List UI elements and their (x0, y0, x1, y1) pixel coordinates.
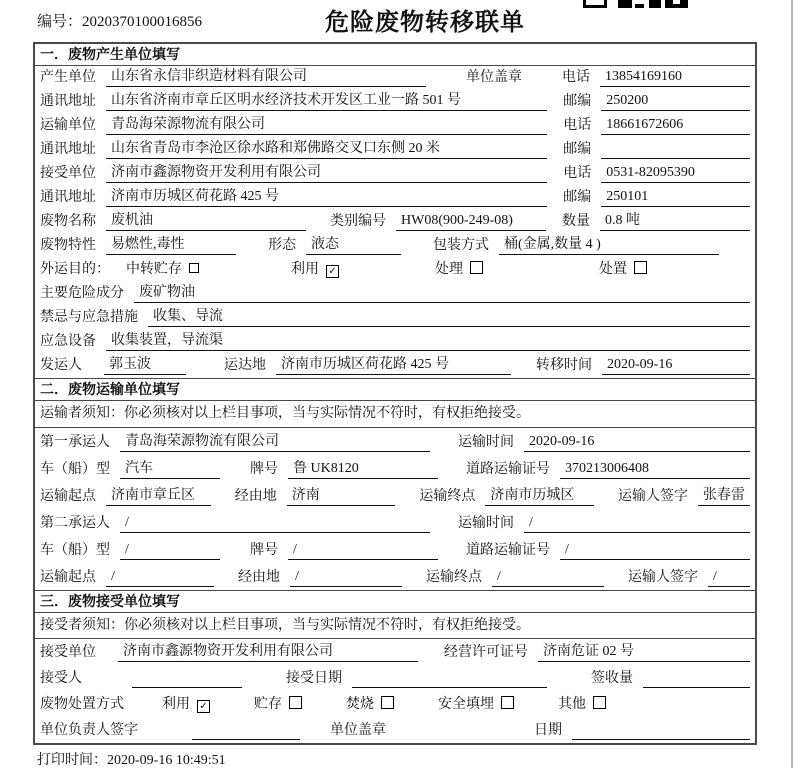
field-row (35, 282, 755, 306)
field-row (35, 482, 755, 509)
field-row (35, 665, 755, 691)
field-label: 包装方式 (433, 238, 489, 253)
checkbox-checked-icon: ✓ (197, 700, 210, 713)
field-label: 日期 (534, 723, 562, 738)
field-row (35, 90, 755, 114)
field-label: 运输终点 (419, 489, 476, 504)
checkbox-icon (470, 261, 483, 274)
field-value (572, 722, 750, 740)
field-label: 废物名称 (40, 214, 96, 229)
checkbox-option (558, 696, 606, 714)
field-label: 邮编 (563, 94, 592, 109)
checkbox-label: 利用 (162, 697, 190, 712)
form-section (35, 44, 755, 378)
field-value: / (290, 568, 402, 587)
field-row (35, 186, 755, 210)
field-value: 370213006408 (560, 460, 750, 479)
print-time-label: 打印时间： (37, 753, 107, 768)
field-row (35, 354, 755, 378)
field-row (35, 717, 755, 743)
checkbox-label: 其他 (558, 697, 586, 712)
field-value: HW08(900-249-08) (396, 212, 546, 231)
field-row (35, 330, 755, 354)
print-time-value: 2020-09-16 10:49:51 (107, 753, 226, 768)
field-label: 运输人签字 (628, 570, 698, 585)
field-row (35, 509, 755, 536)
field-row (35, 114, 755, 138)
checkbox-option (162, 696, 210, 714)
field-value: / (708, 568, 750, 587)
field-label: 运输起点 (40, 489, 96, 504)
form-section (35, 378, 755, 590)
field-value: 0.8 吨 (600, 212, 750, 231)
field-value: 济南市历城区荷花路 425 号 (276, 356, 511, 375)
field-value: 液态 (306, 236, 401, 255)
section-title: 三．废物接受单位填写 (35, 590, 755, 613)
checkbox-option (346, 696, 394, 714)
field-value: 济南 (287, 487, 396, 506)
field-label: 第二承运人 (40, 516, 110, 531)
field-label: 邮编 (563, 142, 592, 157)
field-value (601, 141, 750, 159)
field-label: 经由地 (234, 489, 277, 504)
field-value: 济南市鑫源物资开发利用有限公司 (118, 643, 418, 662)
checkbox-option (438, 696, 514, 714)
field-row (35, 691, 755, 717)
field-label: 接受单位 (40, 166, 96, 181)
print-time (37, 749, 226, 769)
field-row (35, 234, 755, 258)
field-label: 经营许可证号 (444, 645, 528, 660)
checkbox-icon (381, 696, 394, 709)
field-label: 废物处置方式 (40, 697, 124, 712)
qr-code-partial-icon (583, 0, 693, 10)
field-row (35, 306, 755, 330)
field-value: 济南危证 02 号 (538, 643, 750, 662)
field-value: / (120, 541, 220, 560)
note-text: 运输者须知：你必须核对以上栏目事项，当与实际情况不符时，有权拒绝接受。 (40, 406, 530, 421)
field-value: 济南市历城区 (485, 487, 594, 506)
field-value: 收集、导流 (148, 308, 750, 327)
checkbox-icon (189, 263, 199, 273)
note-row (35, 401, 755, 428)
field-row (35, 536, 755, 563)
field-value (352, 670, 547, 688)
field-row (35, 428, 755, 455)
field-value (643, 670, 750, 688)
field-value: 山东省永信非织造材料有限公司 (106, 68, 426, 87)
field-label: 主要危险成分 (40, 286, 124, 301)
field-label: 数量 (562, 214, 590, 229)
field-row (35, 66, 755, 90)
field-label: 牌号 (250, 462, 278, 477)
field-label: 发运人 (40, 358, 82, 373)
field-label: 运输起点 (40, 570, 96, 585)
field-value: / (288, 541, 438, 560)
field-value: / (524, 514, 750, 533)
field-label: 牌号 (250, 543, 278, 558)
field-value: 鲁 UK8120 (288, 460, 438, 479)
field-value: 废机油 (106, 212, 306, 231)
field-label: 运达地 (224, 358, 266, 373)
field-value: 郭玉波 (104, 356, 186, 375)
checkbox-option (435, 261, 483, 279)
field-value: 易燃性,毒性 (106, 236, 236, 255)
field-label: 签收量 (591, 671, 633, 686)
field-value (192, 722, 300, 740)
field-value: / (560, 541, 750, 560)
field-label: 车（船）型 (40, 462, 110, 477)
field-label: 单位盖章 (330, 723, 386, 738)
field-row (35, 138, 755, 162)
field-label: 外运目的： (40, 262, 110, 277)
checkbox-option (291, 261, 339, 279)
field-label: 单位负责人签字 (40, 723, 138, 738)
field-value: 0531-82095390 (601, 164, 750, 183)
field-value: 青岛海荣源物流有限公司 (120, 433, 430, 452)
field-value: 250101 (601, 188, 750, 207)
field-label: 废物特性 (40, 238, 96, 253)
field-row (35, 210, 755, 234)
field-row (35, 563, 755, 590)
field-label: 单位盖章 (466, 70, 522, 85)
checkbox-option (254, 696, 302, 714)
field-label: 形态 (268, 238, 296, 253)
field-value: 250200 (601, 92, 750, 111)
field-row (35, 455, 755, 482)
field-label: 道路运输证号 (466, 543, 550, 558)
field-value: 18661672606 (601, 116, 750, 135)
checkbox-icon (289, 696, 302, 709)
field-row (35, 162, 755, 186)
field-value: / (106, 568, 214, 587)
page-title: 危险废物转移联单 (325, 9, 525, 36)
field-row (35, 639, 755, 665)
field-value: 汽车 (120, 460, 220, 479)
checkbox-icon (593, 696, 606, 709)
field-label: 经由地 (238, 570, 280, 585)
field-value: 废矿物油 (134, 284, 750, 303)
field-value: 张春雷 (698, 487, 750, 506)
checkbox-label: 焚烧 (346, 697, 374, 712)
form-number-label: 编号： (37, 14, 83, 30)
field-label: 接受人 (40, 671, 82, 686)
checkbox-label: 贮存 (254, 697, 282, 712)
field-label: 运输终点 (426, 570, 482, 585)
field-label: 通讯地址 (40, 190, 96, 205)
field-label: 接受单位 (40, 645, 96, 660)
note-text: 接受者须知：你必须核对以上栏目事项，当与实际情况不符时，有权拒绝接受。 (40, 617, 530, 633)
form-number (37, 10, 202, 31)
checkbox-icon (634, 261, 647, 274)
field-label: 道路运输证号 (466, 462, 550, 477)
field-value: 2020-09-16 (602, 356, 750, 375)
field-value: 桶(金属,数量 4 ) (499, 236, 719, 255)
field-label: 电话 (562, 70, 590, 85)
field-value (132, 670, 242, 688)
field-value: 13854169160 (600, 68, 750, 87)
field-label: 运输时间 (458, 435, 514, 450)
field-label: 转移时间 (536, 358, 592, 373)
field-label: 产生单位 (40, 70, 96, 85)
section-title: 二．废物运输单位填写 (35, 378, 755, 401)
form-section (35, 590, 755, 743)
field-label: 类别编号 (330, 214, 386, 229)
checkbox-label: 中转贮存 (126, 262, 182, 277)
checkbox-label: 安全填埋 (438, 697, 494, 712)
field-value: 济南市章丘区 (106, 487, 211, 506)
field-label: 运输时间 (458, 516, 514, 531)
form-number-value: 2020370100016856 (82, 14, 203, 30)
checkbox-label: 处置 (599, 262, 627, 277)
field-value: 青岛海荣源物流有限公司 (106, 116, 547, 135)
checkbox-option (599, 261, 647, 279)
note-row (35, 613, 755, 639)
field-value: 济南市历城区荷花路 425 号 (106, 188, 547, 207)
field-label: 通讯地址 (40, 94, 96, 109)
checkbox-option (126, 261, 199, 279)
field-label: 应急设备 (40, 334, 96, 349)
field-label: 电话 (563, 118, 592, 133)
field-label: 车（船）型 (40, 543, 110, 558)
field-value: / (492, 568, 604, 587)
field-label: 通讯地址 (40, 142, 96, 157)
field-label: 电话 (563, 166, 592, 181)
section-title: 一．废物产生单位填写 (35, 44, 755, 66)
checkbox-checked-icon: ✓ (326, 265, 339, 278)
field-label: 第一承运人 (40, 435, 110, 450)
page-edge-divider (791, 0, 793, 768)
field-row (35, 258, 755, 282)
field-label: 运输人签字 (618, 489, 688, 504)
field-label: 禁忌与应急措施 (40, 310, 138, 325)
checkbox-label: 处理 (435, 262, 463, 277)
checkbox-label: 利用 (291, 262, 319, 277)
field-label: 接受日期 (286, 671, 342, 686)
field-value: 济南市鑫源物资开发利用有限公司 (106, 164, 547, 183)
field-value: / (120, 514, 430, 533)
field-label: 运输单位 (40, 118, 96, 133)
field-value: 收集装置，导流渠 (106, 332, 750, 351)
field-value: 山东省济南市章丘区明水经济技术开发区工业一路 501 号 (106, 92, 547, 111)
field-value: 2020-09-16 (524, 433, 750, 452)
field-label: 邮编 (563, 190, 592, 205)
checkbox-icon (501, 696, 514, 709)
transfer-manifest-form (33, 42, 757, 745)
field-value: 山东省青岛市李沧区徐水路和郑佛路交叉口东侧 20 米 (106, 140, 547, 159)
